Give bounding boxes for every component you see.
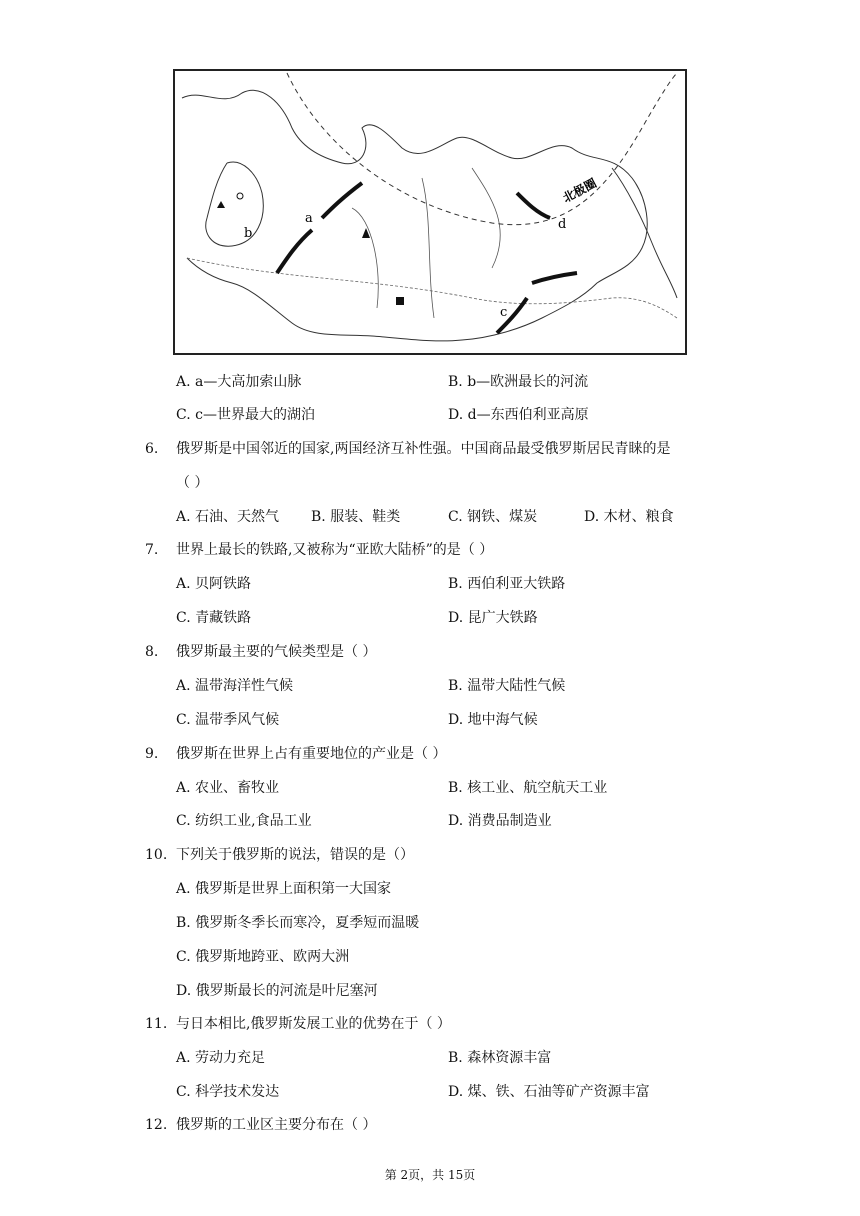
russia-map-figure: [172, 68, 688, 356]
q10-option-b: B. 俄罗斯冬季长而寒冷，夏季短而温暖: [176, 915, 420, 931]
q5-option-c: C. c—世界最大的湖泊: [176, 407, 315, 423]
q9-option-b: B. 核工业、航空航天工业: [448, 780, 608, 796]
q10-number: 10.: [145, 847, 168, 863]
q7-option-a: A. 贝阿铁路: [176, 576, 252, 592]
q9-option-d: D. 消费品制造业: [448, 813, 552, 829]
q7-option-d: D. 昆广大铁路: [448, 610, 538, 626]
q6-option-d: D. 木材、粮食: [584, 509, 674, 525]
q11-option-c: C. 科学技术发达: [176, 1084, 280, 1100]
map-label-arctic: 北极圈: [560, 175, 599, 206]
map-label-b: b: [244, 226, 253, 241]
q6-stem: 俄罗斯是中国邻近的国家,两国经济互补性强。中国商品最受俄罗斯居民青睐的是: [176, 441, 671, 457]
q8-option-a: A. 温带海洋性气候: [176, 678, 294, 694]
q11-number: 11.: [145, 1016, 168, 1032]
q11-option-d: D. 煤、铁、石油等矿产资源丰富: [448, 1084, 650, 1100]
q10-option-d: D. 俄罗斯最长的河流是叶尼塞河: [176, 983, 378, 999]
map-frame: [174, 70, 686, 354]
q11-stem: 与日本相比,俄罗斯发展工业的优势在于（ ）: [176, 1016, 451, 1032]
q5-option-a: A. a—大高加索山脉: [176, 374, 302, 390]
q9-stem: 俄罗斯在世界上占有重要地位的产业是（ ）: [176, 746, 447, 762]
q8-option-d: D. 地中海气候: [448, 712, 538, 728]
q5-option-d: D. d—东西伯利亚高原: [448, 407, 589, 423]
q11-option-b: B. 森林资源丰富: [448, 1050, 552, 1066]
q12-stem: 俄罗斯的工业区主要分布在（ ）: [176, 1117, 377, 1133]
q6-option-a: A. 石油、天然气: [176, 509, 280, 525]
q7-number: 7.: [145, 542, 159, 558]
q8-option-c: C. 温带季风气候: [176, 712, 280, 728]
map-label-a: a: [305, 211, 313, 226]
q9-option-c: C. 纺织工业,食品工业: [176, 813, 312, 829]
q11-option-a: A. 劳动力充足: [176, 1050, 266, 1066]
map-label-c: c: [500, 305, 508, 320]
q5-option-b: B. b—欧洲最长的河流: [448, 374, 589, 390]
q6-number: 6.: [145, 441, 159, 457]
q6-stem-cont: （ ）: [176, 475, 209, 491]
q8-stem: 俄罗斯最主要的气候类型是（ ）: [176, 644, 377, 660]
q10-stem: 下列关于俄罗斯的说法，错误的是（）: [176, 847, 414, 863]
q6-option-b: B. 服装、鞋类: [311, 509, 401, 525]
q8-option-b: B. 温带大陆性气候: [448, 678, 566, 694]
q10-option-c: C. 俄罗斯地跨亚、欧两大洲: [176, 949, 350, 965]
q6-option-c: C. 钢铁、煤炭: [448, 509, 538, 525]
square-symbol: [396, 297, 404, 305]
q7-stem: 世界上最长的铁路,又被称为“亚欧大陆桥”的是（ ）: [176, 542, 494, 558]
q7-option-c: C. 青藏铁路: [176, 610, 252, 626]
q9-number: 9.: [145, 746, 159, 762]
q8-number: 8.: [145, 644, 159, 660]
q9-option-a: A. 农业、畜牧业: [176, 780, 280, 796]
q12-number: 12.: [145, 1117, 168, 1133]
q10-option-a: A. 俄罗斯是世界上面积第一大国家: [176, 881, 392, 897]
map-label-d: d: [558, 217, 567, 232]
page-footer: 第 2页，共 15页: [384, 1168, 476, 1182]
q7-option-b: B. 西伯利亚大铁路: [448, 576, 566, 592]
